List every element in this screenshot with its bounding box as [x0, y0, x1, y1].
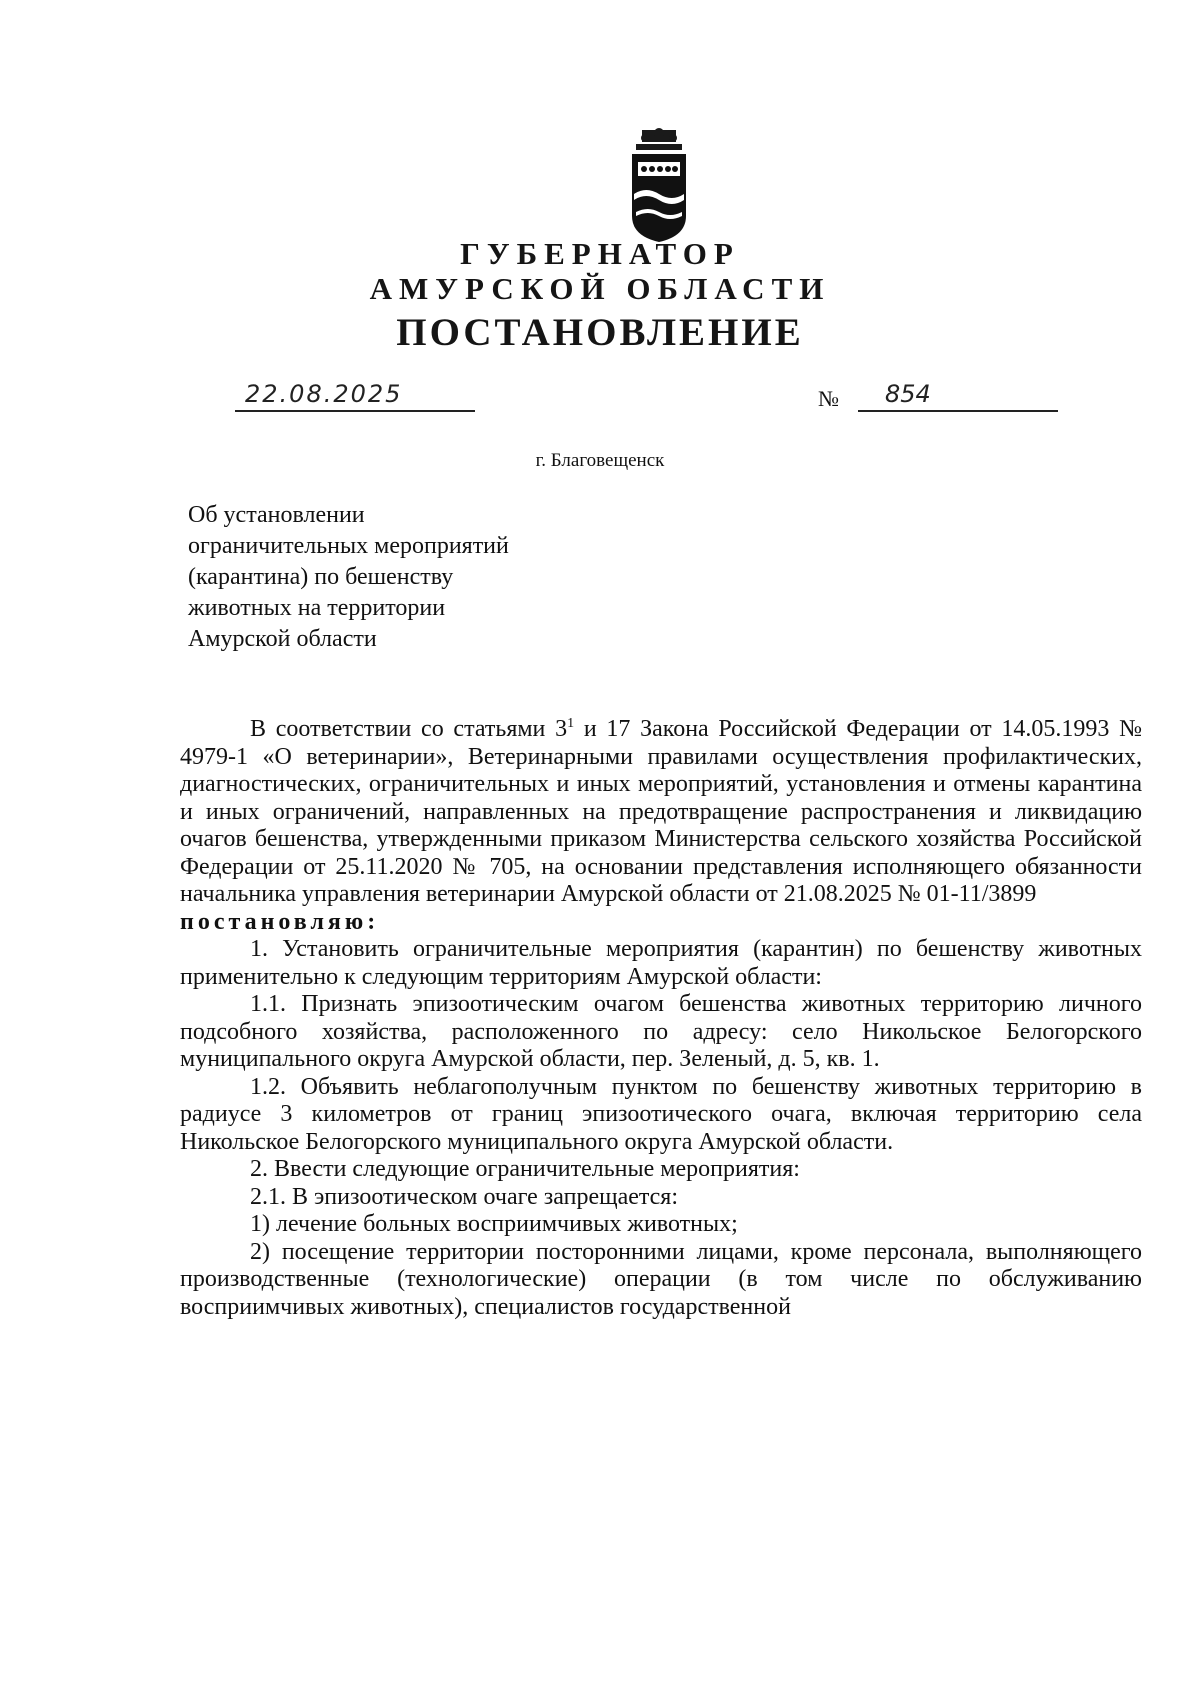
- document-type-title: ПОСТАНОВЛЕНИЕ: [396, 311, 804, 354]
- number-underline: [858, 410, 1058, 412]
- document-body: [180, 716, 1142, 1321]
- header-region: АМУРСКОЙ ОБЛАСТИ: [369, 271, 831, 306]
- clause-2-1: 2.1. В эпизоотическом очаге запрещается:: [250, 1183, 679, 1210]
- clause-1-2: 1.2. Объявить неблагополучным пунктом по бешенству животных территорию в радиусе 3 километров от границ эпизоотического очага, включая территорию села Никольское Белогорского муниципального округа Амурской области.: [180, 1073, 1142, 1155]
- clause-2-1-item-2: 2) посещение территории посторонними лицами, кроме персонала, выполняющего производственные (технологические) операции (в том числе по обслуживанию восприимчивых животных), специалистов государственной: [180, 1238, 1142, 1320]
- clause-2: 2. Ввести следующие ограничительные мероприятия:: [250, 1156, 800, 1182]
- handwritten-number: 854: [885, 380, 931, 408]
- city-line: г. Благовещенск: [535, 450, 665, 471]
- clause-1-1: 1.1. Признать эпизоотическим очагом бешенства животных территорию личного подсобного хозяйства, расположенного по адресу: село Никольское Белогорского муниципального округа Амурской области, пер. Зеленый, д. 5, кв. 1.: [180, 991, 1142, 1072]
- preamble-text-b: и 17 Закона Российской Федерации от 14.05.1993 № 4979-1 «О ветеринарии», Ветеринарными правилами осуществления профилактических, диагностических, ограничительных и иных мероприятий, установления и отмены карантина и иных ограничений, направленных на предотвращение распространения и ликвидацию очагов бешенства, утвержденными приказом Министерства сельского хозяйства Российской Федерации от 25.11.2020 № 705, на основании представления исполняющего обязанности начальника управления ветеринарии Амурской области от 21.08.2025 № 01-11/3899: [180, 716, 1142, 907]
- clause-1: 1. Установить ограничительные мероприятия (карантин) по бешенству животных применительно к следующим территориям Амурской области:: [180, 936, 1142, 990]
- preamble-paragraph: [180, 716, 1142, 909]
- coat-of-arms-emblem: [628, 128, 690, 244]
- preamble-text-a: В соответствии со статьями 3: [250, 716, 568, 742]
- preamble-superscript: 1: [567, 716, 575, 731]
- clause-2-1-item-1: 1) лечение больных восприимчивых животных;: [250, 1211, 738, 1237]
- header-governor: ГУБЕРНАТОР: [460, 236, 740, 271]
- handwritten-date: 22.08.2025: [245, 380, 403, 408]
- date-underline: [235, 410, 475, 412]
- resolve-word: постановляю:: [180, 908, 380, 935]
- document-subject: Об установлении ограничительных мероприятий (карантина) по бешенству животных на территории Амурской области: [188, 502, 509, 652]
- number-sign: №: [818, 386, 839, 411]
